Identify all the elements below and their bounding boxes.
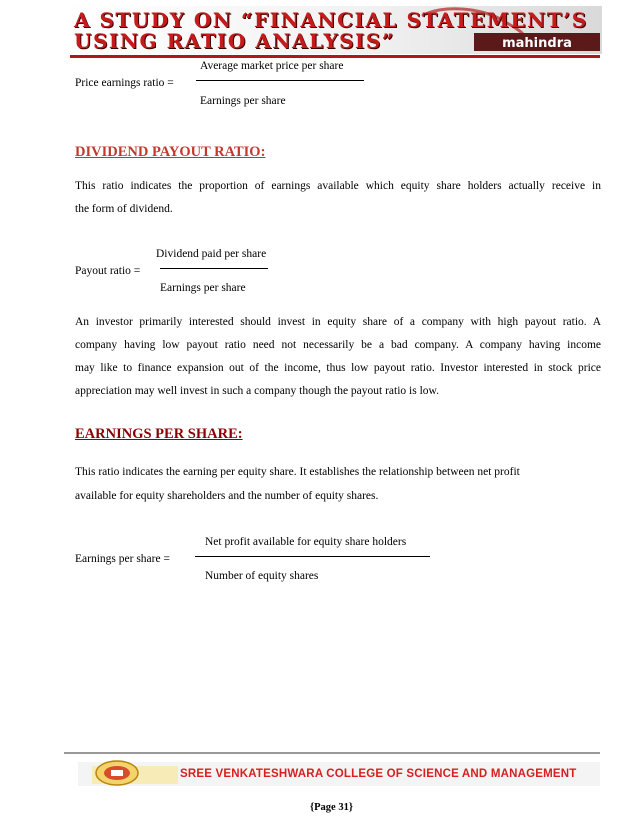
payout-paragraph-line-1: An investor primarily interested should invest in equity share of a company with high payout ratio. A: [75, 316, 601, 328]
svg-text:mahindra: mahindra: [502, 36, 572, 51]
payout-denominator: Earnings per share: [160, 282, 246, 294]
footer-rule: [64, 752, 600, 754]
eps-numerator: Net profit available for equity share holders: [205, 536, 407, 548]
eps-fraction-bar: [195, 556, 430, 557]
earnings-per-share-heading: EARNINGS PER SHARE:: [75, 426, 243, 442]
eps-intro-line-2: available for equity shareholders and the number of equity shares.: [75, 490, 379, 502]
eps-denominator: Number of equity shares: [205, 570, 319, 582]
eps-intro-line-1: This ratio indicates the earning per equity share. It establishes the relationship between net profit: [75, 466, 520, 478]
mahindra-logo: [474, 33, 600, 51]
pe-fraction-bar: [196, 80, 364, 81]
pe-denominator: Earnings per share: [200, 95, 286, 107]
college-emblem-icon: [94, 760, 140, 786]
payout-paragraph-line-3: may like to finance expansion out of the income, thus low payout ratio. Investor interested in stock price: [75, 362, 601, 374]
payout-paragraph-line-2: company having low payout ratio need not necessarily be a bad company. A company having income: [75, 339, 601, 351]
college-name: SREE VENKATESHWARA COLLEGE OF SCIENCE AND MANAGEMENT: [180, 768, 577, 780]
dividend-intro-line-2: the form of dividend.: [75, 203, 173, 215]
dividend-payout-heading: DIVIDEND PAYOUT RATIO:: [75, 144, 266, 160]
payout-numerator: Dividend paid per share: [156, 248, 267, 260]
payout-formula-label: Payout ratio =: [75, 265, 141, 277]
dividend-intro-line-1: This ratio indicates the proportion of earnings available which equity share holders actually receive in: [75, 180, 601, 192]
banner-title-line-1: A STUDY ON “FINANCIAL STATEMENT’S: [74, 8, 588, 32]
payout-fraction-bar: [160, 268, 268, 269]
header-rule: [70, 55, 600, 58]
eps-formula-label: Earnings per share =: [75, 553, 170, 565]
pe-formula-label: Price earnings ratio =: [75, 77, 174, 89]
pe-numerator: Average market price per share: [200, 60, 344, 72]
header-banner: [62, 6, 602, 54]
page-number: {Page 31}: [310, 802, 353, 813]
banner-title-line-2: USING RATIO ANALYSIS”: [74, 29, 395, 53]
payout-paragraph-line-4: appreciation may well invest in such a company though the payout ratio is low.: [75, 385, 439, 397]
